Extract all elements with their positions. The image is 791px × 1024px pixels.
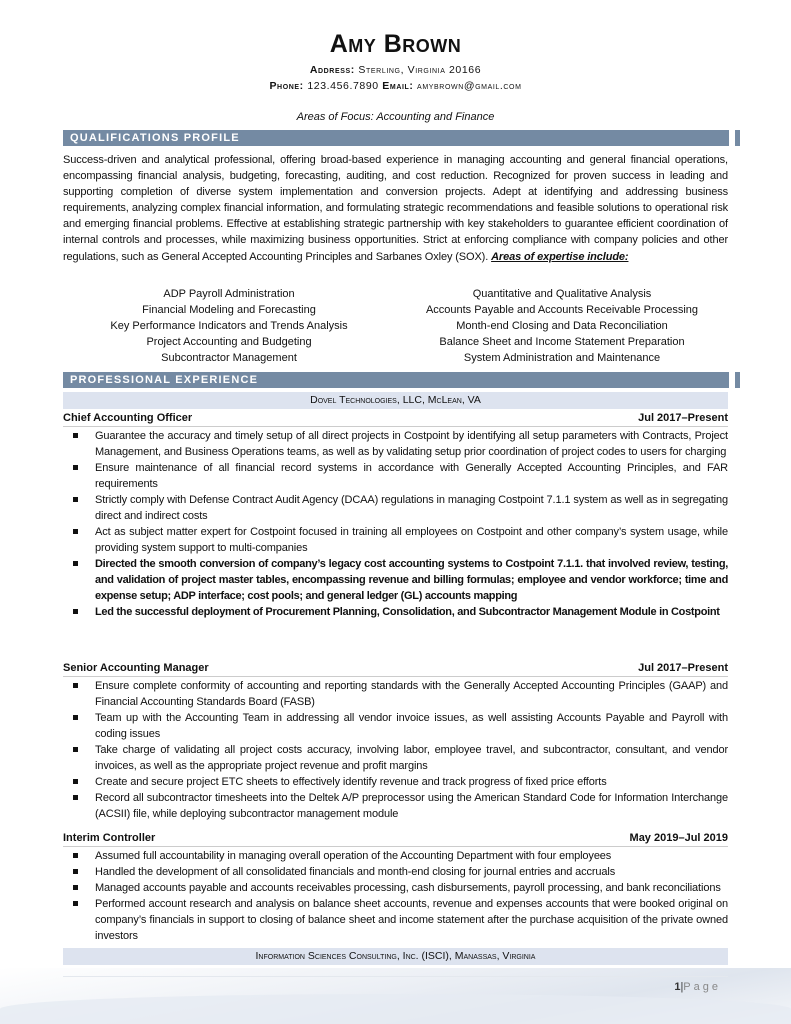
job-bullet <box>63 428 728 460</box>
bullet-square-icon <box>73 747 78 752</box>
section-header-experience: PROFESSIONAL EXPERIENCE <box>63 372 729 388</box>
bullet-square-icon <box>73 497 78 502</box>
bullet-square-icon <box>73 683 78 688</box>
expertise-item: Quantitative and Qualitative Analysis <box>472 288 652 300</box>
bullet-text: Strictly comply with Defense Contract Audit Agency (DCAA) regulations in managing Costpoint 7.1.1 system as well as in segregating direct and indirect costs <box>95 494 728 522</box>
bullet-text: Handled the development of all consolidated financials and month-end closing for journal entries and accruals <box>95 866 616 878</box>
job-bullets <box>63 848 728 944</box>
job-bullets <box>63 428 728 620</box>
expertise-item: System Administration and Maintenance <box>463 352 661 364</box>
page-number-value: 1 <box>674 981 681 993</box>
bullet-text: Performed account research and analysis on balance sheet accounts, revenue and expenses accounts that were booked original on company’s financials in support to closing of balance sheet and income statement after the purchase acquisition of the private owned investors <box>95 898 728 942</box>
bullet-square-icon <box>73 853 78 858</box>
job-bullet <box>63 896 728 944</box>
footer-divider <box>63 976 728 977</box>
bullet-text: Assumed full accountability in managing overall operation of the Accounting Department with four employees <box>95 850 612 862</box>
bullet-square-icon <box>73 869 78 874</box>
job-dates: Jul 2017–Present <box>638 662 728 674</box>
expertise-item: Key Performance Indicators and Trends Analysis <box>110 320 348 332</box>
expertise-item: ADP Payroll Administration <box>163 288 295 300</box>
phone: 123.456.7890 <box>307 80 379 92</box>
job-title: Chief Accounting Officer <box>63 412 193 424</box>
email: amybrown@gmail.com <box>417 80 522 92</box>
bullet-text: Take charge of validating all project costs accuracy, involving labor, employee travel, and subcontractor, consultant, and vendor invoices, as well as the appropriate project revenue and profit margins <box>95 744 728 772</box>
job-title: Senior Accounting Manager <box>63 662 209 674</box>
bullet-square-icon <box>73 465 78 470</box>
job-header <box>63 660 728 677</box>
section-header-tab <box>735 130 740 146</box>
bullet-square-icon <box>73 529 78 534</box>
job-bullets <box>63 678 728 822</box>
bullet-text: Team up with the Accounting Team in addressing all vendor invoice issues, as well assisting Accounts Payable and Payroll with coding issues <box>95 712 728 740</box>
job-bullet <box>63 604 728 620</box>
bullet-text: Ensure maintenance of all financial record systems in accordance with Generally Accepted Accounting Principles, and FAR requirements <box>95 462 728 490</box>
job-bullet <box>63 678 728 710</box>
expertise-item: Month-end Closing and Data Reconciliation <box>456 320 668 332</box>
job-bullet <box>63 492 728 524</box>
footer-wave-decoration <box>0 994 791 1024</box>
bullet-square-icon <box>73 433 78 438</box>
job-bullet <box>63 742 728 774</box>
bullet-text: Ensure complete conformity of accounting and reporting standards with the Generally Accepted Accounting Principles (GAAP) and Financial Accounting Standards Board (FASB) <box>95 680 728 708</box>
bullet-text: Managed accounts payable and accounts receivables processing, cash disbursements, payroll processing, and bank reconciliations <box>95 882 721 894</box>
address-label: Address <box>309 64 351 76</box>
job-bullet <box>63 790 728 822</box>
expertise-item: Financial Modeling and Forecasting <box>142 304 316 316</box>
bullet-square-icon <box>73 609 78 614</box>
candidate-name: Amy Brown <box>329 30 462 58</box>
job-bullet <box>63 524 728 556</box>
bullet-text: Record all subcontractor timesheets into the Deltek A/P preprocessor using the American Standard Code for Information Interchange (ACSII) file, while deploying subcontractor management module <box>95 792 728 820</box>
address: Sterling, Virginia 20166 <box>358 64 482 76</box>
expertise-item: Accounts Payable and Accounts Receivable Processing <box>425 304 699 316</box>
page-number: 1|Page <box>674 981 721 993</box>
expertise-list-right <box>396 286 728 366</box>
bullet-text: Led the successful deployment of Procurement Planning, Consolidation, and Subcontractor Management Module in Costpoint <box>95 606 720 618</box>
bullet-square-icon <box>73 795 78 800</box>
job-dates: Jul 2017–Present <box>638 412 728 424</box>
job-bullet <box>63 774 728 790</box>
expertise-item: Project Accounting and Budgeting <box>146 336 312 348</box>
areas-of-focus: Areas of Focus: Accounting and Finance <box>296 111 495 123</box>
job-bullet <box>63 556 728 604</box>
job-bullet <box>63 848 728 864</box>
page-label: Page <box>683 981 721 993</box>
company-band: Information Sciences Consulting, Inc. (ISCI), Manassas, Virginia <box>63 948 728 965</box>
address-line: Address: Sterling, Virginia 20166 <box>309 64 482 76</box>
bullet-square-icon <box>73 715 78 720</box>
bullet-text: Create and secure project ETC sheets to effectively identify revenue and track progress of fixed price efforts <box>95 776 607 788</box>
summary-text: Success-driven and analytical professional, offering broad-based experience in managing accounting and general financial operations, encompassing financial analysis, budgeting, forecasting, auditing, and cost reduction. Recognized for proven success in leading and supporting completion of diverse system implementation and conversion projects. Adept at identifying and addressing business requirements, analyzing complex financial information, and formulating strategic recommendations and feasible solutions to operational risk and emerging financial problems. Effective at establishing strategic partnership with key stakeholders to guarantee efficient coordination of internal controls and processes, while maximizing business opportunities. Strict at enforcing compliance with company policies and other regulations, such as General Accepted Accounting Principles and Sarbanes Oxley (SOX). <box>63 154 728 263</box>
section-header-tab <box>735 372 740 388</box>
job-dates: May 2019–Jul 2019 <box>629 832 728 844</box>
bullet-square-icon <box>73 885 78 890</box>
bullet-text: Directed the smooth conversion of company’s legacy cost accounting systems to Costpoint 7.1.1. that involved review, testing, and validation of project master tables, encompassing revenue and billing formulas; employee and vendor workforce; time and expense setup; ADP interface; cost pools; and general ledger (GL) accounts mapping <box>95 558 728 602</box>
job-header <box>63 410 728 427</box>
expertise-item: Subcontractor Management <box>161 352 297 364</box>
job-bullet <box>63 880 728 896</box>
email-label: Email <box>382 80 410 92</box>
expertise-label: Areas of expertise include: <box>491 250 629 263</box>
phone-label: Phone <box>269 80 300 92</box>
bullet-text: Act as subject matter expert for Costpoint focused in training all employees on Costpoint and other company’s system usage, while providing system support to multi-companies <box>95 526 728 554</box>
job-title: Interim Controller <box>63 832 156 844</box>
job-bullet <box>63 864 728 880</box>
phone-email-line: Phone: 123.456.7890 Email: amybrown@gmail.com <box>269 80 522 92</box>
company-band: Dovel Technologies, LLC, McLean, VA <box>63 392 728 409</box>
job-bullet <box>63 710 728 742</box>
expertise-item: Balance Sheet and Income Statement Preparation <box>439 336 685 348</box>
bullet-text: Guarantee the accuracy and timely setup of all direct projects in Costpoint by identifying all setup parameters with Contracts, Project Management, and Business Operations teams, as well as by validating setup prior coordination of project codes to users for charging <box>95 430 728 458</box>
expertise-list-left <box>63 286 395 366</box>
qualifications-summary <box>63 152 728 265</box>
job-header <box>63 830 728 847</box>
bullet-square-icon <box>73 901 78 906</box>
section-header-qualifications: QUALIFICATIONS PROFILE <box>63 130 729 146</box>
bullet-square-icon <box>73 561 78 566</box>
job-bullet <box>63 460 728 492</box>
bullet-square-icon <box>73 779 78 784</box>
